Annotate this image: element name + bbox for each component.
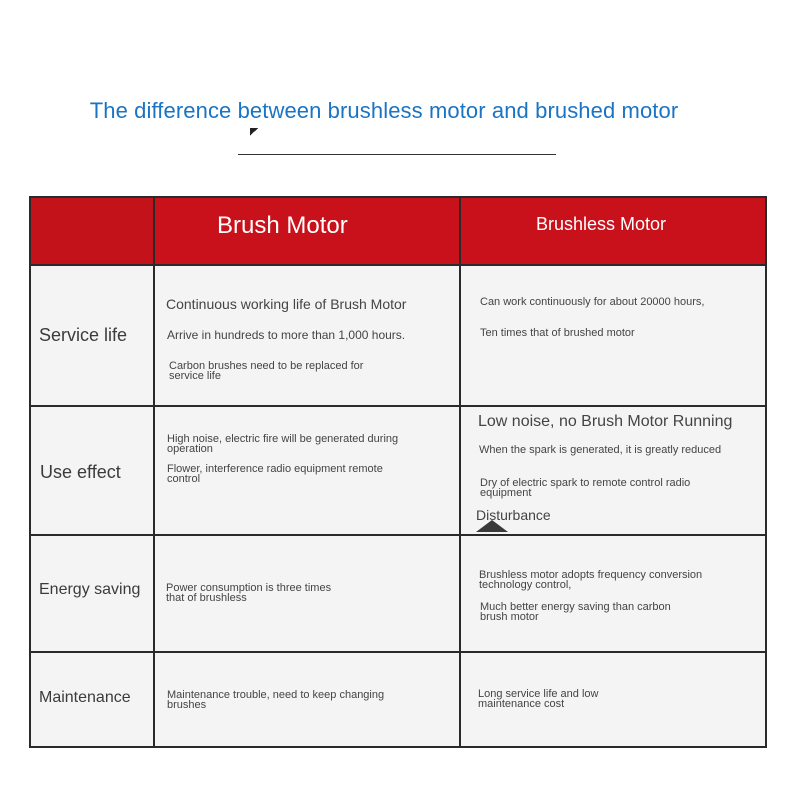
row-divider — [31, 264, 765, 266]
cell-text: operation — [167, 443, 213, 455]
header-brush-motor: Brush Motor — [217, 212, 348, 239]
cell-text: technology control, — [479, 579, 572, 591]
header-brushless-motor: Brushless Motor — [536, 214, 667, 234]
cell-text: Maintenance trouble, need to keep changing — [167, 689, 385, 701]
row-divider — [31, 651, 765, 653]
column-divider — [153, 198, 155, 746]
cell-text: service life — [169, 370, 221, 382]
row-label-use-effect: Use effect — [40, 462, 121, 482]
cell-text: that of brushless — [166, 592, 247, 604]
page-title: The difference between brushless motor and brushed motor — [89, 98, 679, 123]
cell-text: Disturbance — [476, 507, 551, 523]
cell-text: Long service life and low — [478, 688, 599, 700]
cell-text: maintenance cost — [478, 698, 565, 710]
cell-text: Brushless motor adopts frequency conversion — [479, 569, 703, 581]
cell-text: Dry of electric spark to remote control radio — [480, 477, 691, 489]
cell-text: Carbon brushes need to be replaced for — [169, 360, 364, 372]
cell-text: Continuous working life of Brush Motor — [166, 296, 407, 312]
cell-text: Power consumption is three times — [166, 582, 332, 594]
row-divider — [31, 405, 765, 407]
cell-text: equipment — [480, 487, 532, 499]
spark-triangle-icon — [476, 520, 508, 532]
cell-text: High noise, electric fire will be generated during — [167, 433, 399, 445]
cell-text: Arrive in hundreds to more than 1,000 hours. — [167, 328, 406, 342]
comparison-table — [29, 196, 767, 748]
cell-text: Ten times that of brushed motor — [480, 327, 635, 339]
cell-text: Flower, interference radio equipment remote — [167, 463, 383, 475]
row-label-service-life: Service life — [39, 325, 128, 345]
cell-text: Can work continuously for about 20000 hours, — [480, 296, 705, 308]
cell-text: brushes — [167, 699, 207, 711]
cell-text: control — [167, 473, 201, 485]
decorative-mark — [250, 128, 258, 136]
row-label-maintenance: Maintenance — [39, 689, 131, 706]
title-underline — [238, 154, 556, 155]
column-divider — [459, 198, 461, 746]
cell-text: brush motor — [480, 611, 539, 623]
row-divider — [31, 534, 765, 536]
cell-text: Much better energy saving than carbon — [480, 601, 671, 613]
cell-text: Low noise, no Brush Motor Running — [478, 413, 733, 430]
row-label-energy-saving: Energy saving — [39, 581, 141, 598]
cell-text: When the spark is generated, it is greatly reduced — [479, 444, 722, 456]
header-empty-cell — [31, 198, 154, 264]
